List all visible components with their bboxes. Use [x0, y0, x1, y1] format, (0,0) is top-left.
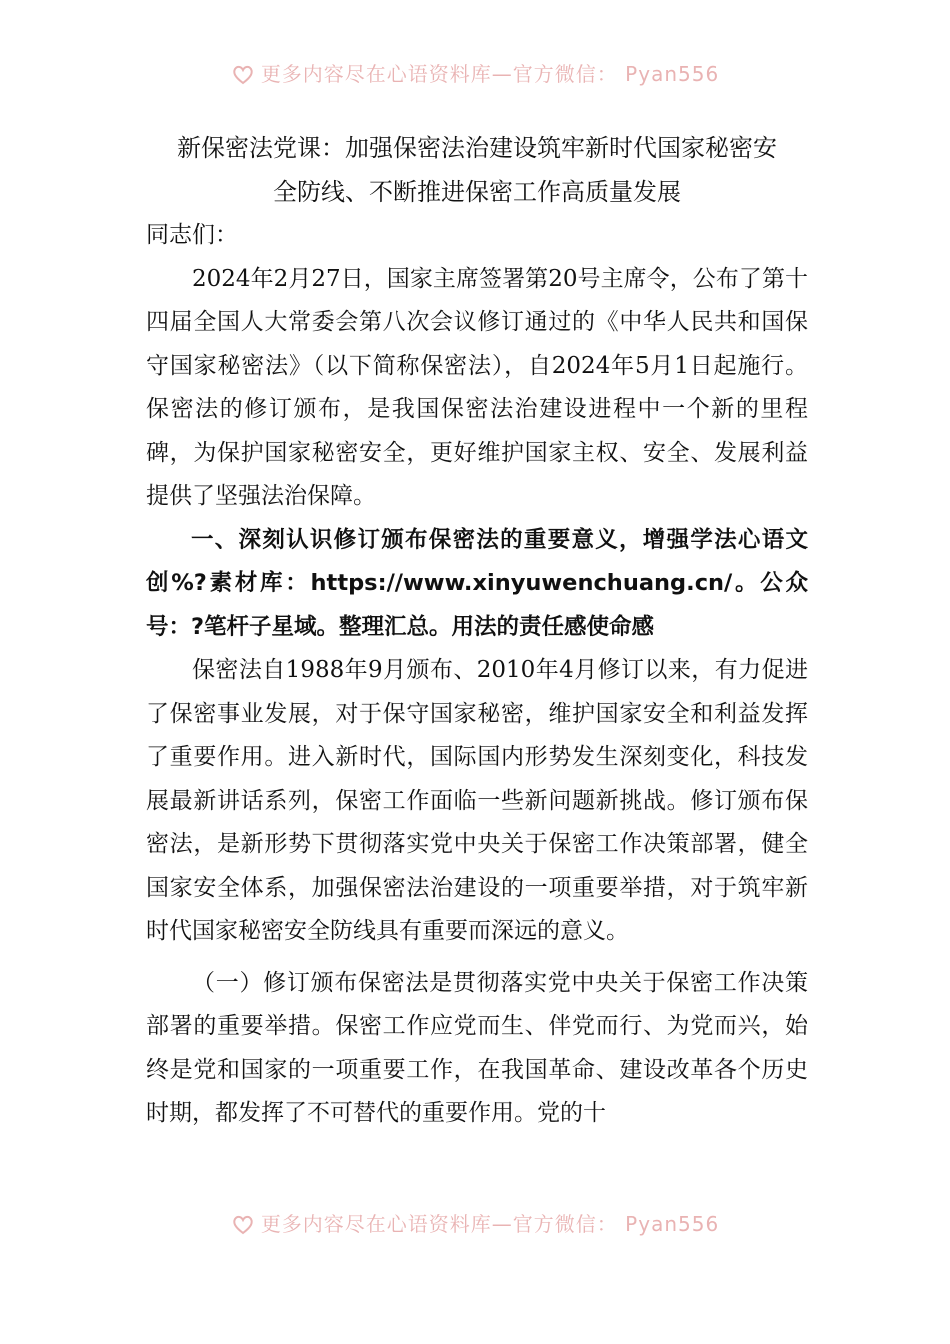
paragraph-2: 保密法自1988年9月颁布、2010年4月修订以来，有力促进了保密事业发展，对于保守国家秘密，维护国家安全和利益发挥了重要作用。进入新时代，国际国内形势发生深刻变化，科技发展最新讲话系列，保密工作面临一些新问题新挑战。修订颁布保密法，是新形势下贯彻落实党中央关于保密工作决策部署，健全国家安全体系，加强保密法治建设的一项重要举措，对于筑牢新时代国家秘密安全防线具有重要而深远的意义。 [146, 657, 808, 944]
watermark-text: 更多内容尽在心语资料库—官方微信： Pyan556 [260, 62, 720, 86]
document-title-line-2: 全防线、不断推进保密工作高质量发展 [273, 178, 681, 206]
paragraph-3: （一）修订颁布保密法是贯彻落实党中央关于保密工作决策部署的重要举措。保密工作应党而生、伴党而行、为党而兴，始终是党和国家的一项重要工作，在我国革命、建设改革各个历史时期，都发挥了不可替代的重要作用。党的十 [146, 969, 808, 1126]
watermark-text: 更多内容尽在心语资料库—官方微信： Pyan556 [260, 1212, 720, 1236]
watermark-top [0, 58, 950, 87]
paragraph-1: 2024年2月27日，国家主席签署第20号主席令，公布了第十四届全国人大常委会第八次会议修订通过的《中华人民共和国保守国家秘密法》（以下简称保密法），自2024年5月1日起施行。保密法的修订颁布，是我国保密法治建设进程中一个新的里程碑，为保护国家秘密安全，更好维护国家主权、安全、发展利益提供了坚强法治保障。 [146, 265, 808, 509]
section-heading-1: 一、深刻认识修订颁布保密法的重要意义，增强学法心语文创%?素材库：https://www.xinyuwenchuang.cn/。公众号：?笔杆子星域。整理汇总。用法的责任感使命感 [146, 526, 808, 640]
watermark-bottom [0, 1208, 950, 1237]
logo-icon [231, 63, 255, 85]
logo-icon [231, 1213, 255, 1235]
document-body [146, 126, 808, 1136]
salutation: 同志们： [146, 222, 238, 248]
document-title-line-1: 新保密法党课：加强保密法治建设筑牢新时代国家秘密安 [177, 134, 777, 162]
